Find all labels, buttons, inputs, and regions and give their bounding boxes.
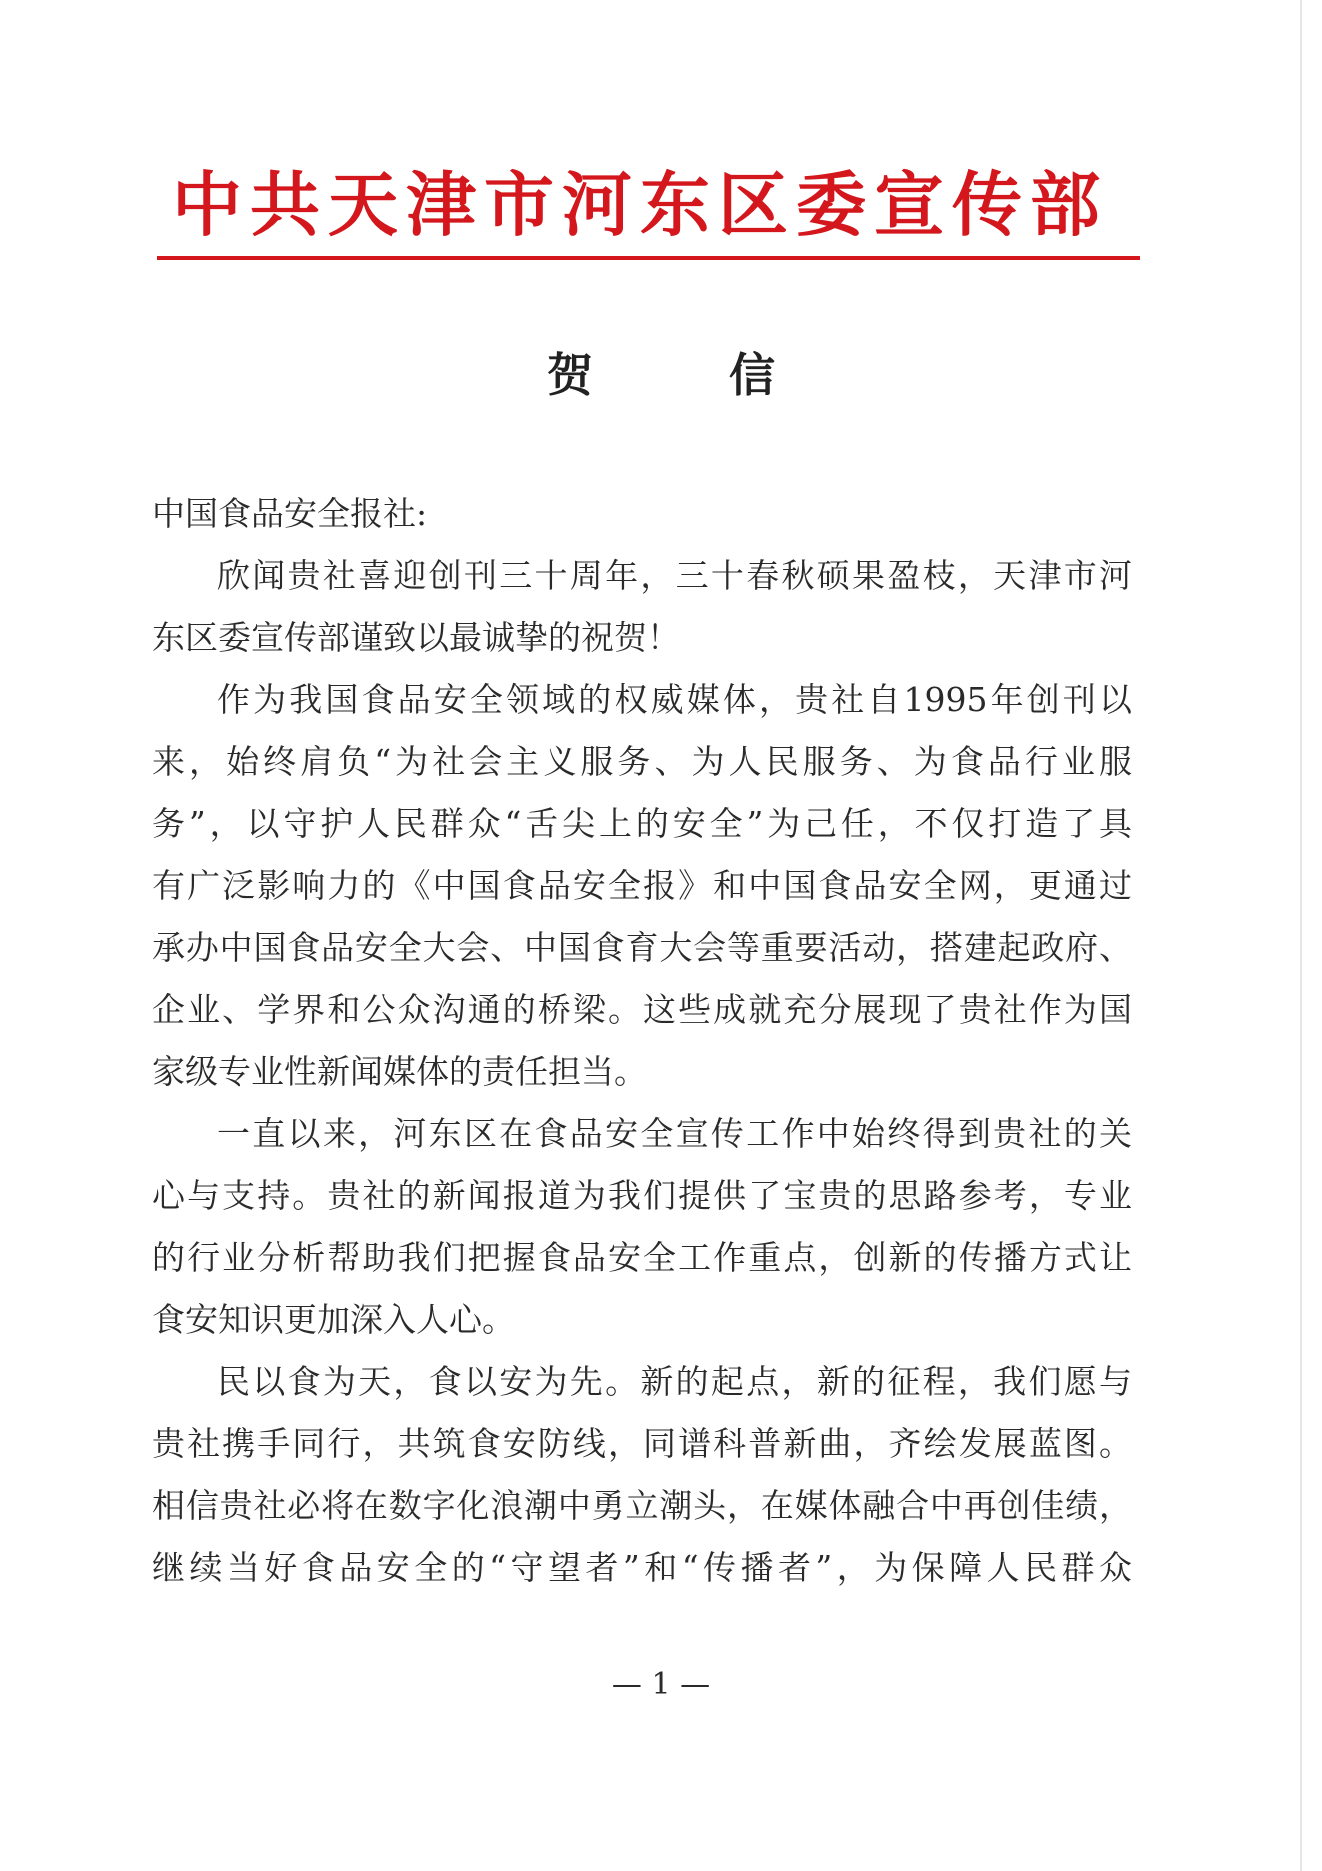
paragraph-line: 来，始终肩负“为社会主义服务、为人民服务、为食品行业服 bbox=[152, 742, 1132, 781]
paragraph-line: 食安知识更加深入人心。 bbox=[152, 1300, 515, 1339]
paragraph-line: 家级专业性新闻媒体的责任担当。 bbox=[152, 1052, 647, 1091]
paragraph-line: 相信贵社必将在数字化浪潮中勇立潮头，在媒体融合中再创佳绩， bbox=[152, 1486, 1132, 1525]
paragraph-line: 有广泛影响力的《中国食品安全报》和中国食品安全网，更通过 bbox=[152, 866, 1132, 905]
paragraph-line: 的行业分析帮助我们把握食品安全工作重点，创新的传播方式让 bbox=[152, 1238, 1132, 1277]
paragraph-line: 民以食为天，食以安为先。新的起点，新的征程，我们愿与 bbox=[217, 1362, 1132, 1401]
paragraph-line: 务”，以守护人民群众“舌尖上的安全”为己任，不仅打造了具 bbox=[152, 804, 1132, 843]
paragraph-line: 企业、学界和公众沟通的桥梁。这些成就充分展现了贵社作为国 bbox=[152, 990, 1132, 1029]
masthead-red-rule bbox=[157, 256, 1140, 260]
paragraph-line: 心与支持。贵社的新闻报道为我们提供了宝贵的思路参考，专业 bbox=[152, 1176, 1132, 1215]
paragraph-line: 贵社携手同行，共筑食安防线，同谱科普新曲，齐绘发展蓝图。 bbox=[152, 1424, 1132, 1463]
masthead-title: 中共天津市河东区委宣传部 bbox=[172, 163, 1108, 246]
paragraph-line: 欣闻贵社喜迎创刊三十周年，三十春秋硕果盈枝，天津市河 bbox=[217, 556, 1132, 595]
letter-title: 贺 信 bbox=[546, 348, 835, 402]
paragraph-line: 一直以来，河东区在食品安全宣传工作中始终得到贵社的关 bbox=[217, 1114, 1132, 1153]
paragraph-line: 东区委宣传部谨致以最诚挚的祝贺！ bbox=[152, 618, 680, 657]
letter-salutation: 中国食品安全报社: bbox=[152, 494, 428, 533]
paragraph-line: 承办中国食品安全大会、中国食育大会等重要活动，搭建起政府、 bbox=[152, 928, 1132, 967]
page-edge-shadow bbox=[1300, 0, 1302, 1871]
paragraph-line: 继续当好食品安全的“守望者”和“传播者”，为保障人民群众 bbox=[152, 1548, 1132, 1587]
page-number: — 1 — bbox=[611, 1667, 711, 1702]
paragraph-line: 作为我国食品安全领域的权威媒体，贵社自1995年创刊以 bbox=[217, 680, 1132, 719]
